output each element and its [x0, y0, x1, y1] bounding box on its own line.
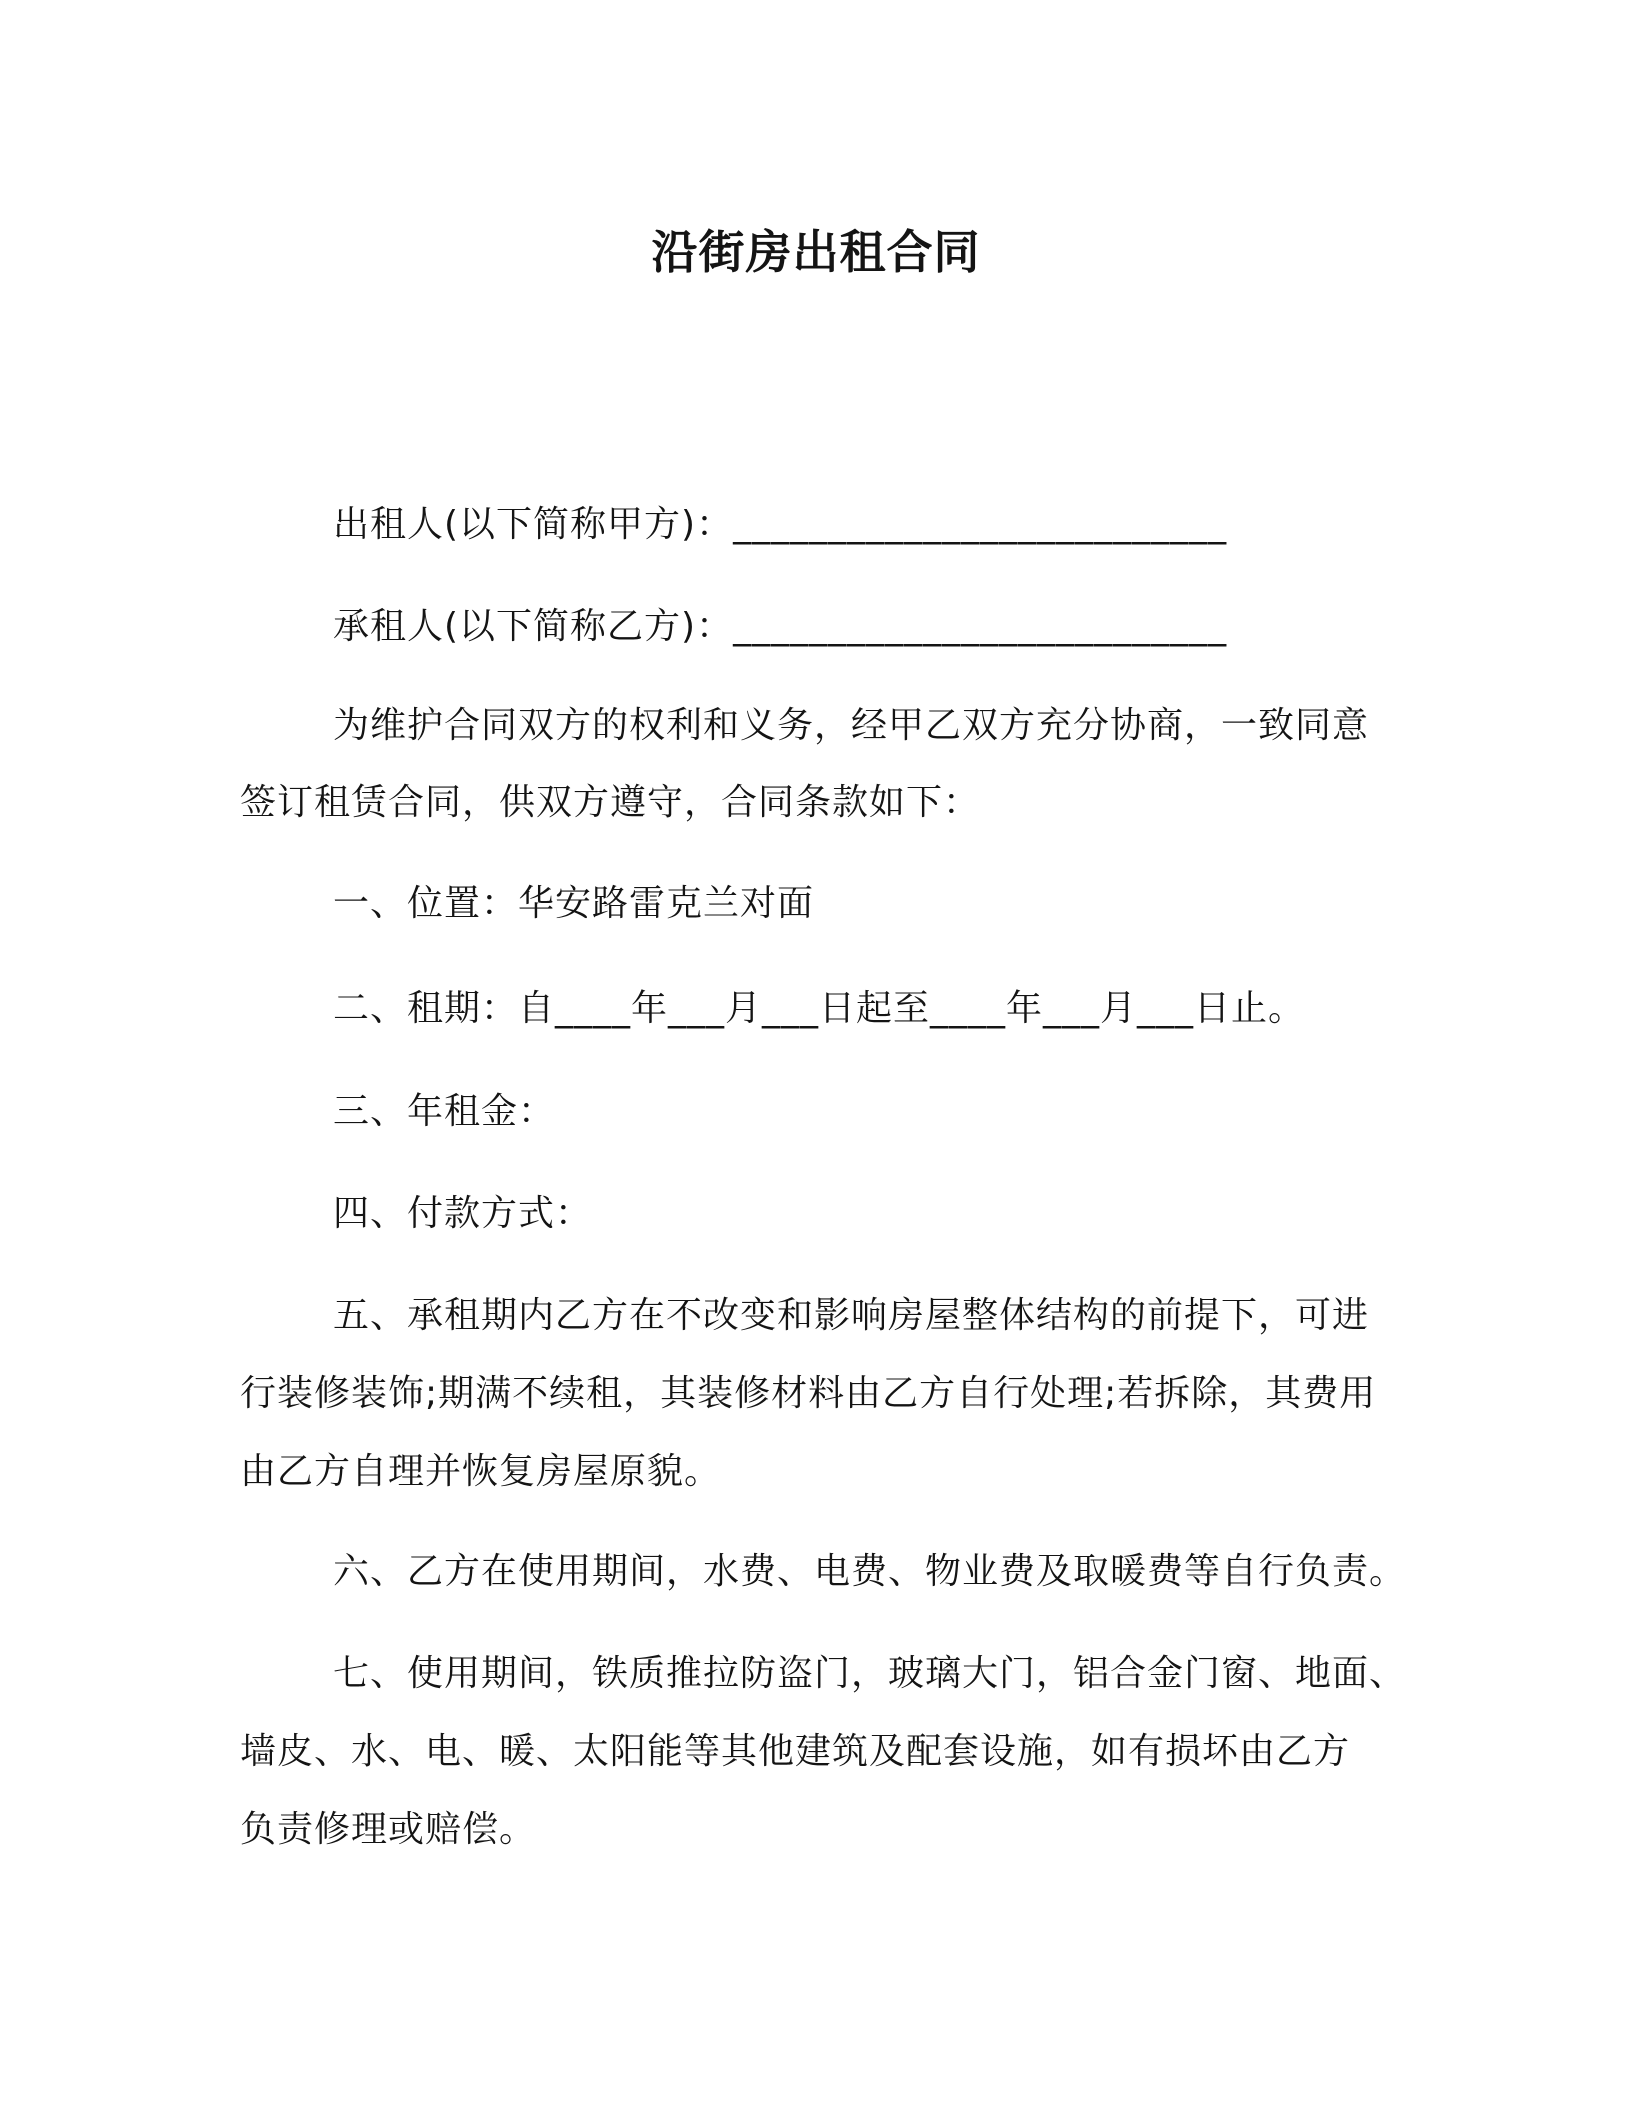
clause-7-line-1: 七、使用期间，铁质推拉防盗门，玻璃大门，铝合金门窗、地面、	[333, 1653, 1407, 1694]
clause-5-line-1: 五、承租期内乙方在不改变和影响房屋整体结构的前提下，可进	[333, 1295, 1370, 1336]
clause-5-line-2: 行装修装饰;期满不续租，其装修材料由乙方自行处理;若拆除，其费用	[240, 1373, 1377, 1414]
clause-term: 二、租期：自____年___月___日起至____年___月___日止。	[333, 988, 1306, 1029]
clause-annual-rent: 三、年租金：	[333, 1091, 556, 1132]
intro-line-2: 签订租赁合同，供双方遵守，合同条款如下：	[240, 782, 981, 823]
intro-line-1: 为维护合同双方的权利和义务，经甲乙双方充分协商，一致同意	[333, 705, 1370, 746]
lessee-line: 承租人(以下简称乙方)：__________________________	[333, 606, 1228, 647]
clause-6: 六、乙方在使用期间，水费、电费、物业费及取暖费等自行负责。	[333, 1551, 1407, 1592]
clause-7-line-2: 墙皮、水、电、暖、太阳能等其他建筑及配套设施，如有损坏由乙方	[240, 1731, 1351, 1772]
clause-payment-method: 四、付款方式：	[333, 1193, 593, 1234]
clause-7-line-3: 负责修理或赔偿。	[240, 1809, 537, 1850]
clause-location: 一、位置：华安路雷克兰对面	[333, 883, 815, 924]
lessor-line: 出租人(以下简称甲方)：__________________________	[333, 504, 1228, 545]
document-title: 沿街房出租合同	[651, 225, 981, 279]
clause-5-line-3: 由乙方自理并恢复房屋原貌。	[240, 1451, 722, 1492]
